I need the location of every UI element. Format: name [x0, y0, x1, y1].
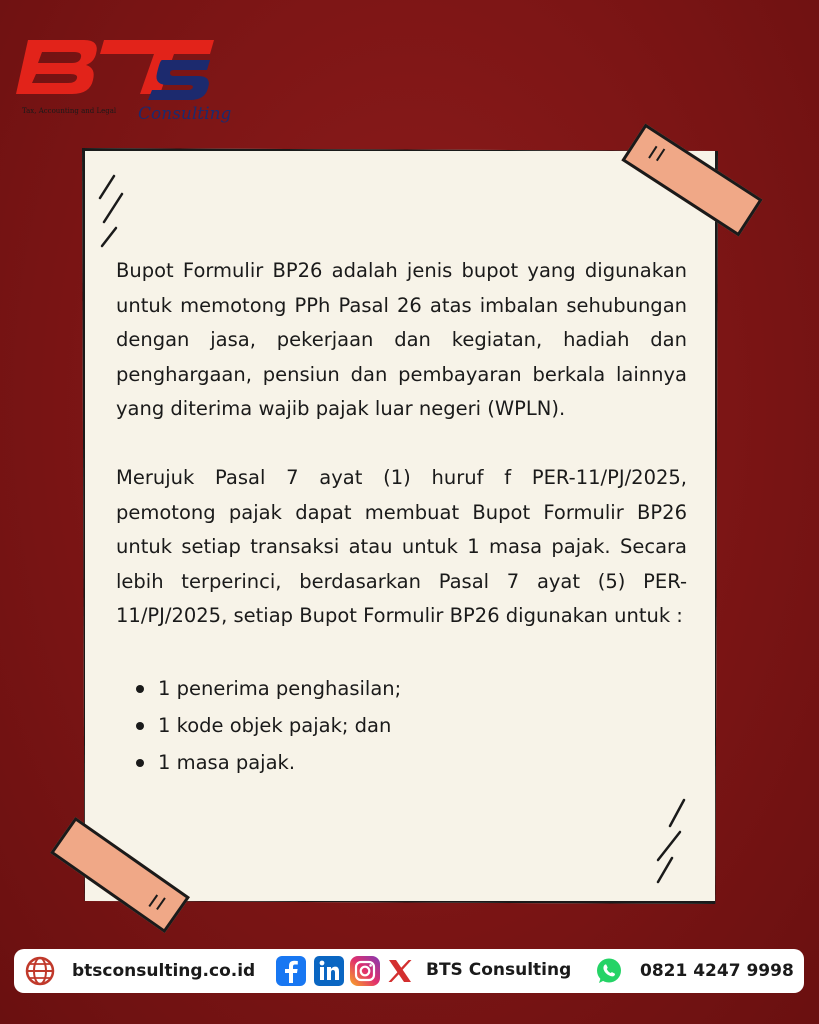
list-item-text: 1 penerima penghasilan;	[158, 676, 402, 700]
list-item	[116, 707, 687, 744]
logo-consulting-text: Consulting	[138, 104, 232, 124]
list-item	[116, 670, 687, 707]
scratch-marks-icon	[96, 172, 136, 250]
bullet-list	[116, 670, 687, 781]
paragraph-regulation: Merujuk Pasal 7 ayat (1) huruf f PER-11/PJ/2025, pemotong pajak dapat membuat Bupot Formulir BP26 untuk setiap transaksi atau untuk 1 masa pajak. Secara lebih terperinci, berdasarkan Pasal 7 ayat (5) PER-11/PJ/2025, setiap Bupot Formulir BP26 digunakan untuk :	[116, 465, 687, 628]
company-name: BTS Consulting	[426, 960, 572, 980]
instagram-icon[interactable]	[350, 956, 380, 986]
list-item-text: 1 kode objek pajak; dan	[158, 713, 392, 737]
website-link[interactable]	[24, 955, 255, 987]
whatsapp-icon	[594, 956, 624, 986]
facebook-icon[interactable]	[276, 956, 306, 986]
brand-logo	[14, 34, 232, 129]
globe-icon	[24, 955, 56, 987]
phone-number: 0821 4247 9998	[640, 961, 794, 981]
scratch-marks-icon	[650, 796, 694, 886]
logo-tagline: Tax, Accounting and Legal	[22, 107, 117, 115]
bts-logo-icon	[14, 34, 219, 106]
list-item-text: 1 masa pajak.	[158, 750, 296, 774]
whatsapp-contact[interactable]	[594, 956, 794, 986]
list-item	[116, 744, 687, 781]
footer-contact-bar	[14, 949, 804, 993]
x-icon[interactable]	[386, 957, 414, 985]
website-text: btsconsulting.co.id	[72, 961, 256, 981]
note-content	[116, 254, 687, 781]
linkedin-icon[interactable]	[314, 956, 344, 986]
paragraph-definition: Bupot Formulir BP26 adalah jenis bupot yang digunakan untuk memotong PPh Pasal 26 atas imbalan sehubungan dengan jasa, pekerjaan dan kegiatan, hadiah dan penghargaan, pensiun dan pembayaran berkala lainnya yang diterima wajib pajak luar negeri (WPLN).	[116, 259, 687, 421]
